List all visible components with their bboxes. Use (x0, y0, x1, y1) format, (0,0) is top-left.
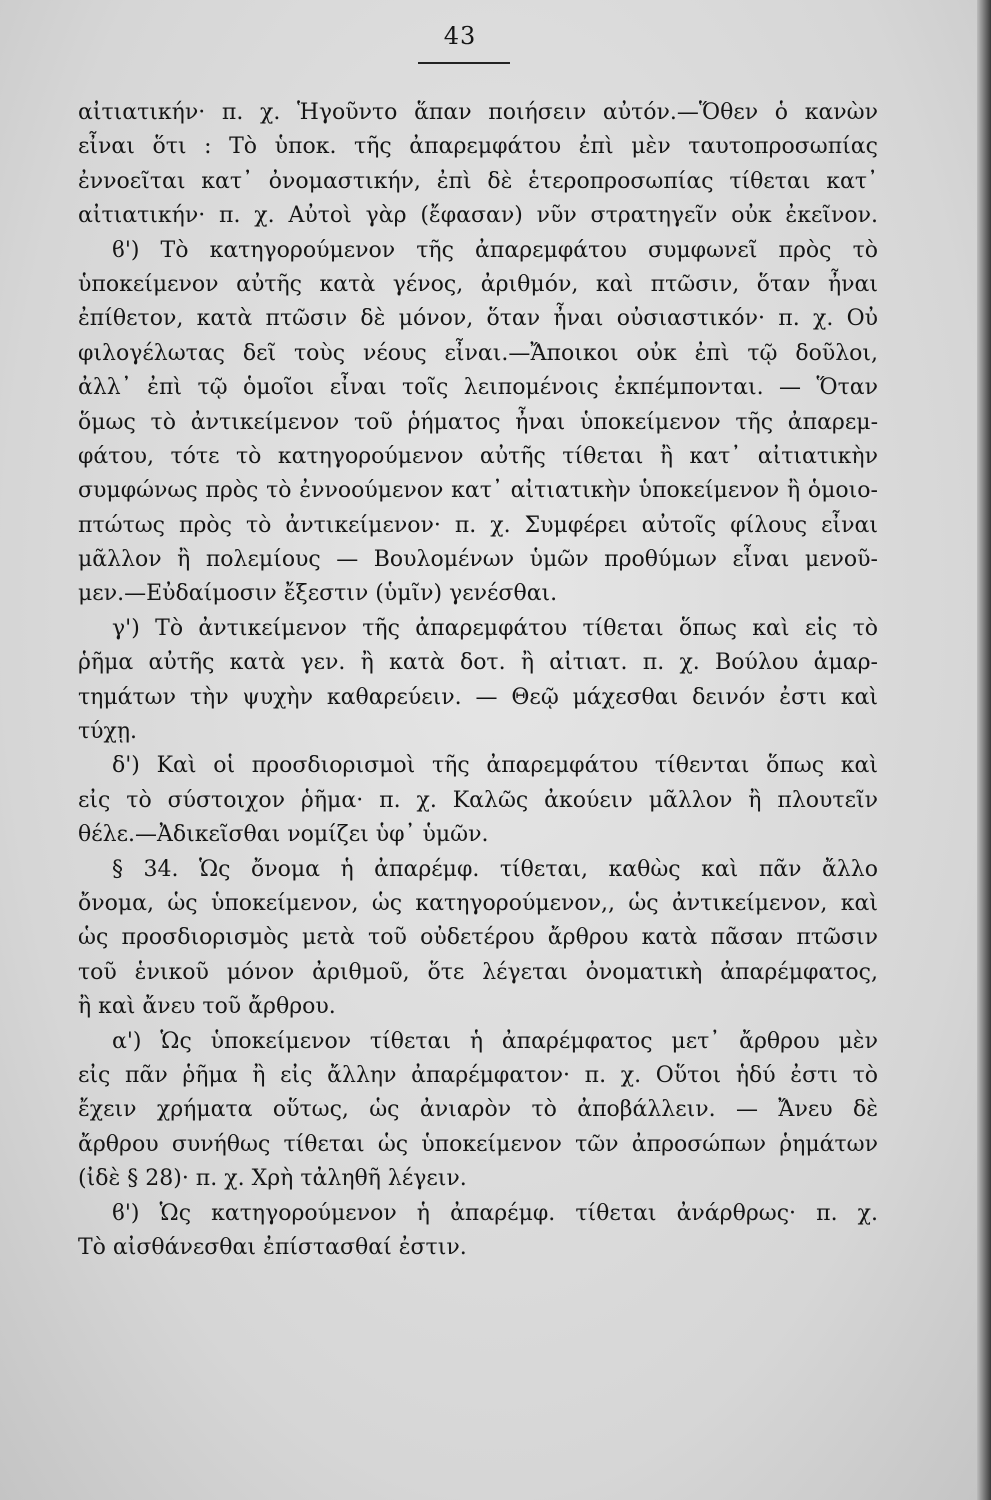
text-line: μεν.—Εὐδαίμοσιν ἔξεστιν (ὑμῖν) γενέσθαι. (78, 581, 558, 607)
text-line: εἰς τὸ σύστοιχον ῥῆμα· π. χ. Καλῶς ἀκούειν μᾶλλον ἢ πλουτεῖν (78, 787, 878, 813)
text-line: ὄνομα, ὡς ὑποκείμενον, ὡς κατηγορούμενον,, ὡς ἀντικείμενον, καὶ (78, 890, 878, 916)
text-line: ἐπίθετον, κατὰ πτῶσιν δὲ μόνον, ὅταν ἦναι οὐσιαστικόν· π. χ. Οὐ (78, 306, 878, 332)
text-line: δ') Καὶ οἱ προσδιορισμοὶ τῆς ἀπαρεμφάτου τίθενται ὅπως καὶ (112, 753, 878, 779)
text-line: ἄρθρου συνήθως τίθεται ὡς ὑποκείμενον τῶν ἀπροσώπων ῥημάτων (78, 1131, 878, 1157)
text-line: πτώτως πρὸς τὸ ἀντικείμενον· π. χ. Συμφέρει αὐτοῖς φίλους εἶναι (78, 512, 878, 538)
text-line: ὅμως τὸ ἀντικείμενον τοῦ ῥήματος ἦναι ὑποκείμενον τῆς ἀπαρεμ- (78, 409, 878, 435)
text-line: ἐννοεῖται κατ᾽ ὀνομαστικήν, ἐπὶ δὲ ἑτεροπροσωπίας τίθεται κατ᾽ (78, 168, 878, 194)
text-line: (ἰδὲ § 28)· π. χ. Χρὴ τἀληθῆ λέγειν. (78, 1166, 467, 1192)
text-line: γ') Τὸ ἀντικείμενον τῆς ἀπαρεμφάτου τίθεται ὅπως καὶ εἰς τὸ (112, 615, 878, 641)
text-line: μᾶλλον ἢ πολεμίους — Βουλομένων ὑμῶν προθύμων εἶναι μενοῦ- (78, 547, 878, 573)
text-line: ῥῆμα αὐτῆς κατὰ γεν. ἢ κατὰ δοτ. ἢ αἰτιατ. π. χ. Βούλου ἁμαρ- (78, 650, 878, 676)
page-edge-shadow (977, 0, 991, 1500)
text-line: § 34. Ὡς ὄνομα ἡ ἀπαρέμφ. τίθεται, καθὼς καὶ πᾶν ἄλλο (112, 856, 878, 882)
text-line: ἔχειν χρήματα οὕτως, ὡς ἀνιαρὸν τὸ ἀποβάλλειν. — Ἄνευ δὲ (78, 1097, 878, 1123)
text-line: ἀλλ᾽ ἐπὶ τῷ ὁμοῖοι εἶναι τοῖς λειπομένοις ἐκπέμπονται. — Ὅταν (78, 375, 878, 401)
text-line: συμφώνως πρὸς τὸ ἐννοούμενον κατ᾽ αἰτιατικὴν ὑποκείμενον ἢ ὁμοιο- (78, 478, 878, 504)
text-line: αἰτιατικήν· π. χ. Ἡγοῦντο ἅπαν ποιήσειν αὐτόν.—Ὅθεν ὁ κανὼν (78, 100, 878, 125)
page-number: 43 (443, 22, 477, 50)
text-line: εἰς πᾶν ῥῆμα ἢ εἰς ἄλλην ἀπαρέμφατον· π. χ. Οὕτοι ἡδύ ἐστι τὸ (78, 1062, 878, 1088)
text-line: εἶναι ὅτι : Τὸ ὑποκ. τῆς ἀπαρεμφάτου ἐπὶ μὲν ταυτοπροσωπίας (78, 134, 878, 160)
text-line: ἢ καὶ ἄνευ τοῦ ἄρθρου. (78, 994, 336, 1020)
page-number-rule (418, 62, 510, 64)
text-line: φιλογέλωτας δεῖ τοὺς νέους εἶναι.—Ἄποικοι οὐκ ἐπὶ τῷ δοῦλοι, (78, 340, 878, 366)
text-line: ὡς προσδιορισμὸς μετὰ τοῦ οὐδετέρου ἄρθρου κατὰ πᾶσαν πτῶσιν (78, 925, 878, 951)
text-line: τημάτων τὴν ψυχὴν καθαρεύειν. — Θεῷ μάχεσθαι δεινόν ἐστι καὶ (78, 684, 878, 710)
text-line: φάτου, τότε τὸ κατηγορούμενον αὐτῆς τίθεται ἢ κατ᾽ αἰτιατικὴν (78, 443, 878, 469)
text-line: Τὸ αἰσθάνεσθαι ἐπίστασθαί ἐστιν. (78, 1234, 467, 1260)
text-line: ϐ') Ὡς κατηγορούμενον ἡ ἀπαρέμφ. τίθεται ἀνάρθρως· π. χ. (112, 1200, 878, 1226)
text-line: θέλε.—Ἀδικεῖσθαι νομίζει ὑφ᾽ ὑμῶν. (78, 822, 489, 848)
text-line: α') Ὡς ὑποκείμενον τίθεται ἡ ἀπαρέμφατος μετ᾽ ἄρθρου μὲν (112, 1028, 878, 1054)
text-line: τοῦ ἑνικοῦ μόνον ἀριθμοῦ, ὅτε λέγεται ὀνοματικὴ ἀπαρέμφατος, (78, 959, 878, 985)
body-text (78, 96, 878, 1265)
text-line: τύχῃ. (78, 719, 138, 745)
text-line: ὑποκείμενον αὐτῆς κατὰ γένος, ἀριθμόν, καὶ πτῶσιν, ὅταν ἦναι (78, 271, 878, 297)
text-line: ϐ') Τὸ κατηγορούμενον τῆς ἀπαρεμφάτου συμφωνεῖ πρὸς τὸ (112, 237, 878, 263)
text-line: αἰτιατικήν· π. χ. Αὐτοὶ γὰρ (ἔφασαν) νῦν στρατηγεῖν οὐκ ἐκεῖνον. (78, 203, 878, 229)
